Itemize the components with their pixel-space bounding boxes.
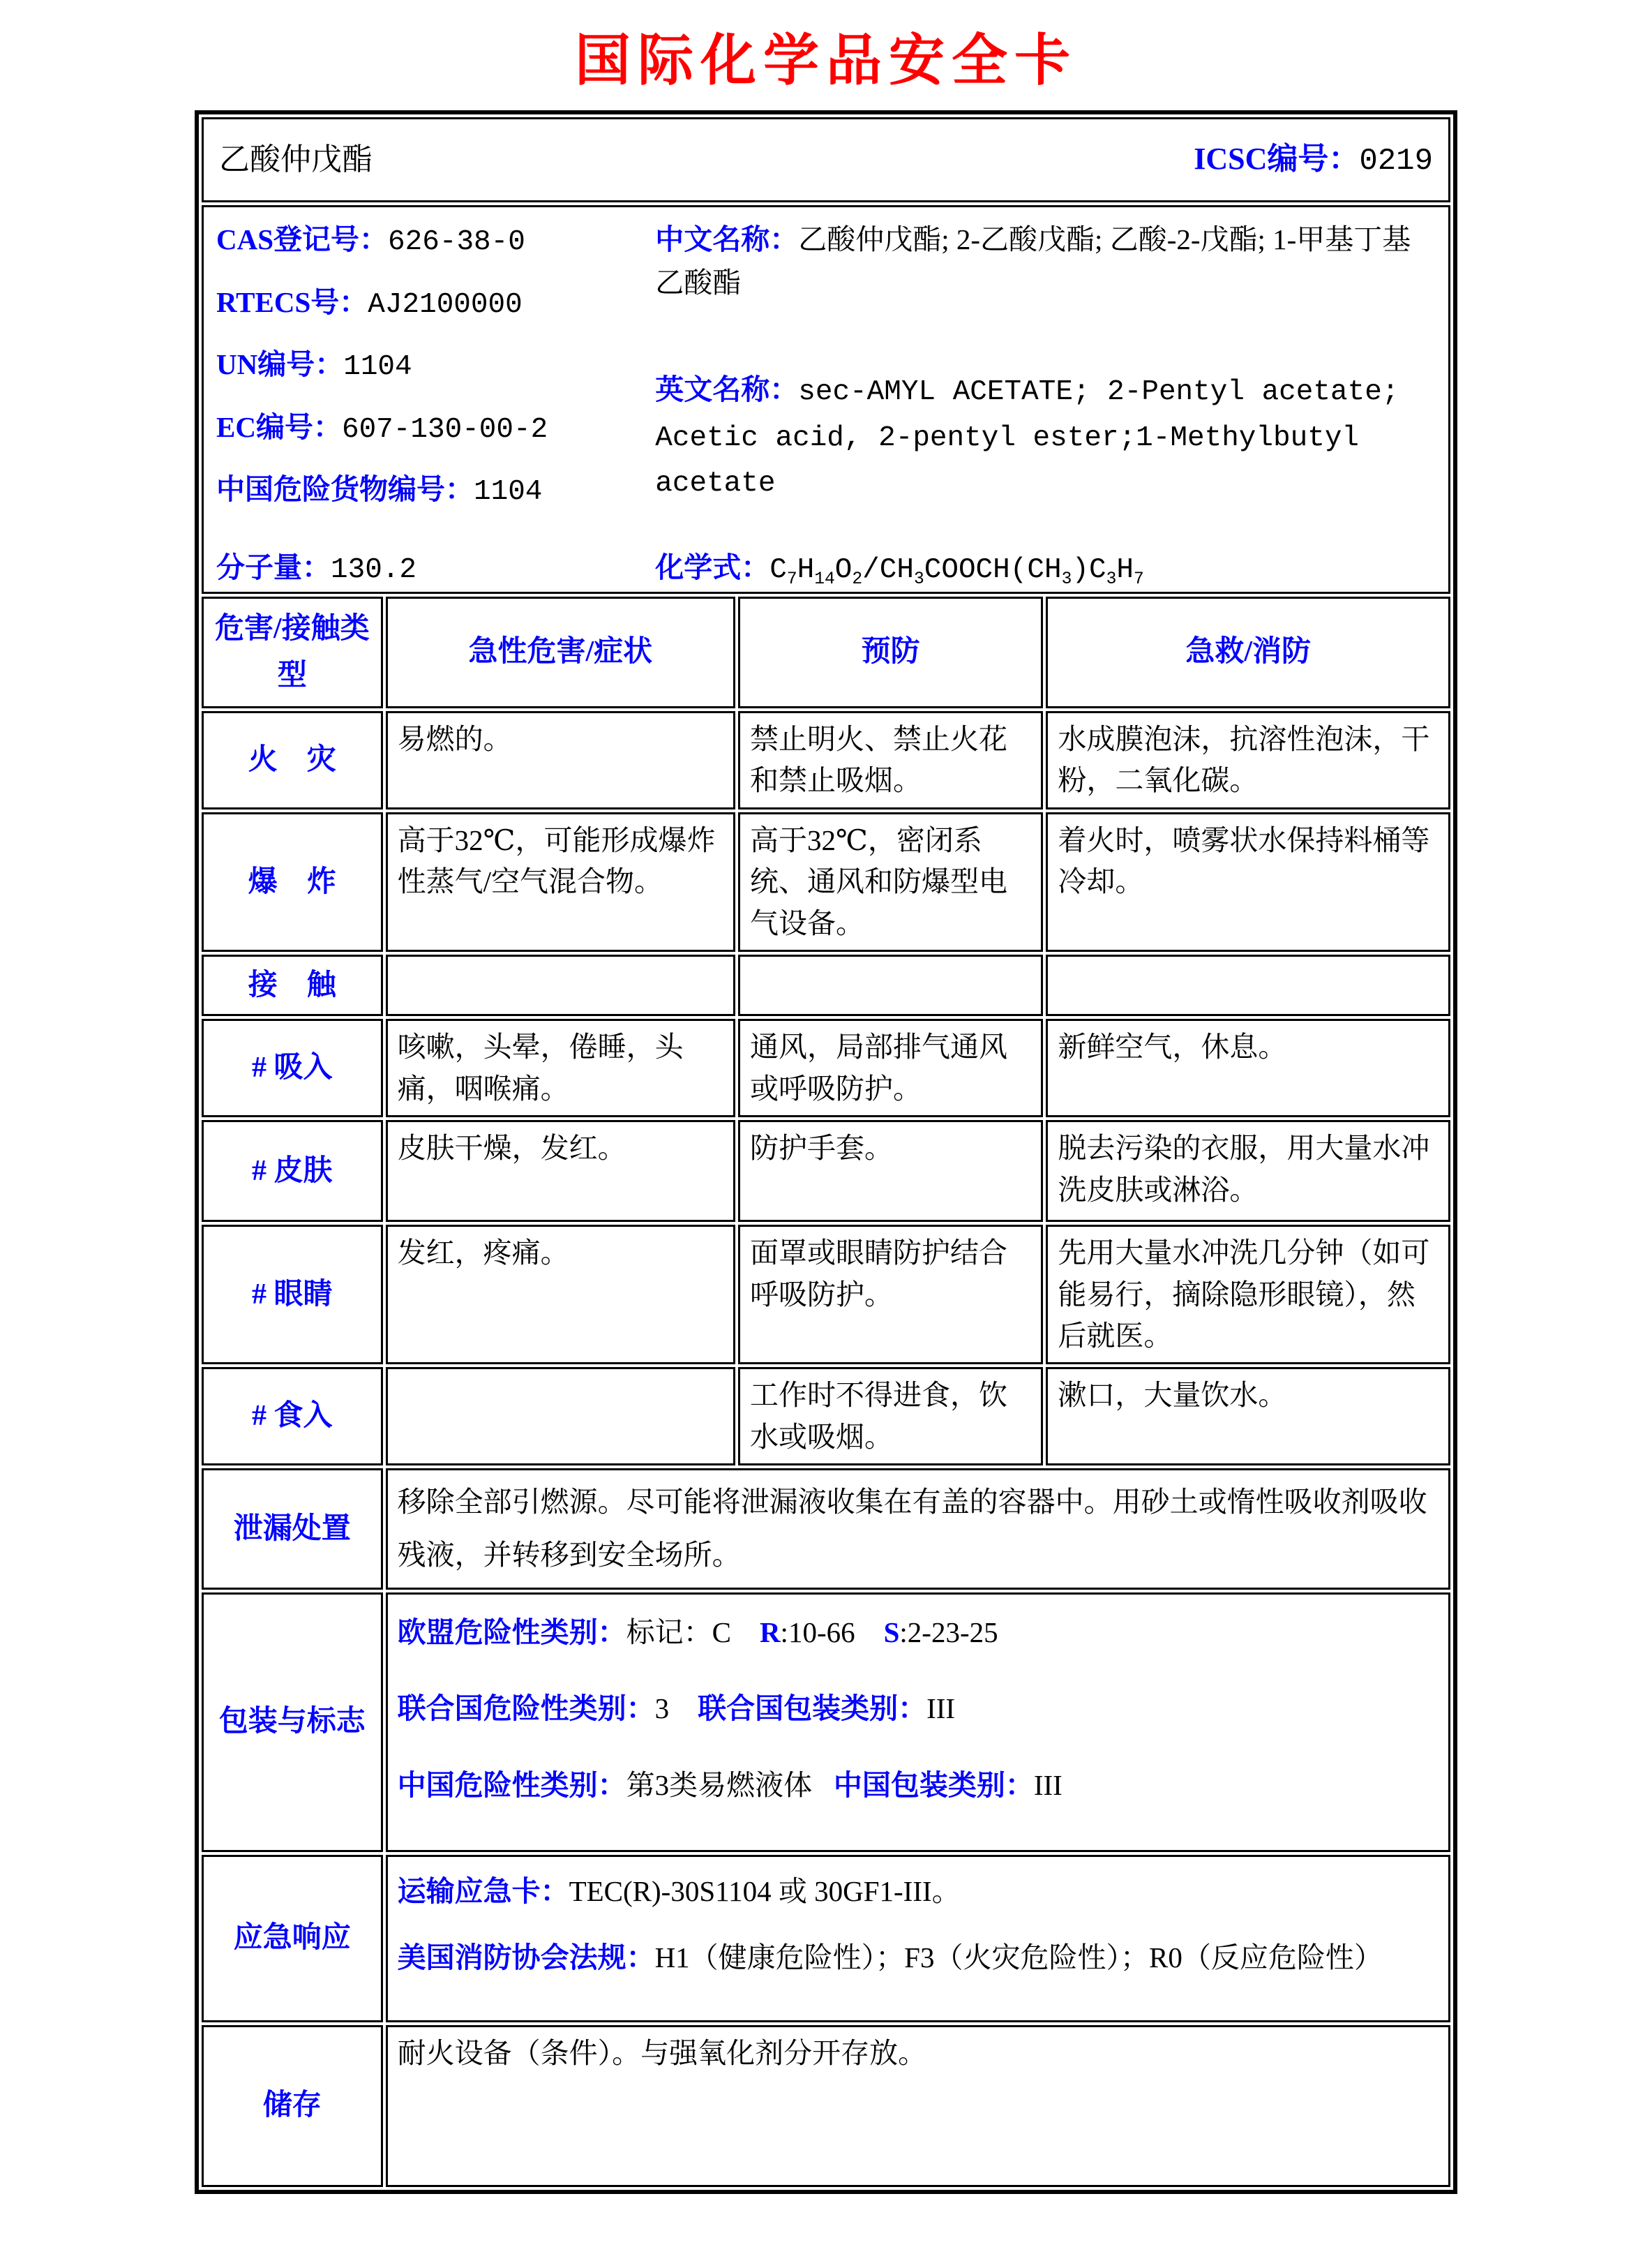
hazard-row-skin [202,1120,1450,1222]
storage-text-cell: 耐火设备（条件）。与强氧化剂分开存放。 [386,2025,1450,2187]
symptoms-cell [386,1367,735,1465]
response-cell [1046,955,1450,1016]
emergency-line-transport: 运输应急卡：TEC(R)-30S1104 或 30GF1-III。 [397,1874,961,1907]
spill-row [202,1468,1450,1590]
symptoms-cell [386,955,735,1016]
molecular-weight-label: 分子量： [216,551,331,583]
icsc-number-value: 0219 [1359,143,1433,179]
hazard-header-row [202,597,1450,708]
spill-text-cell: 移除全部引燃源。尽可能将泄漏液收集在有盖的容器中。用砂土或惰性吸收剂吸收残液，并转移到安全场所。 [386,1468,1450,1590]
header-prevention: 预防 [738,597,1043,708]
prevention-cell: 面罩或眼睛防护结合呼吸防护。 [738,1225,1043,1364]
hazard-row-contact [202,955,1450,1016]
emergency-label-cell: 应急响应 [202,1855,383,2022]
prevention-cell: 通风，局部排气通风或呼吸防护。 [738,1019,1043,1117]
header-hazard-type: 危害/接触类型 [202,597,383,708]
name-block [655,218,1436,531]
icsc-number-label: ICSC编号： [1194,141,1360,176]
response-cell: 新鲜空气，休息。 [1046,1019,1450,1117]
packaging-line-china: 中国危险性类别：第3类易燃液体 中国包装类别：III [397,1768,1062,1801]
chemical-formula-value: $C_7H_{14}O_2/CH_3COOCH(CH_3)C_3H_7$ [769,553,1144,589]
cas-label: CAS登记号： [216,223,389,255]
spill-label-cell: 泄漏处置 [202,1468,383,1590]
symptoms-cell: 高于32℃，可能形成爆炸性蒸气/空气混合物。 [386,812,735,952]
hazard-type-cell: # 食入 [202,1367,383,1465]
page-title: 国际化学品安全卡 [575,31,1077,92]
icsc-card-table [195,110,1457,2194]
china-dg-value: 1104 [474,476,543,508]
hazard-type-cell: 接 触 [202,955,383,1016]
prevention-cell [738,955,1043,1016]
hazard-row-explosion [202,812,1450,952]
molecular-weight [216,546,655,592]
identifier-ec [216,406,641,452]
response-cell: 着火时，喷雾状水保持料桶等冷却。 [1046,812,1450,952]
card-header-row [202,117,1450,202]
hazard-row-ingestion [202,1367,1450,1465]
hazard-row-inhalation [202,1019,1450,1117]
hazard-row-eyes [202,1225,1450,1364]
un-value: 1104 [343,351,412,383]
emergency-row [202,1855,1450,2022]
hazard-type-cell: 火 灾 [202,711,383,809]
chemical-formula [655,546,1436,592]
english-names-label: 英文名称： [655,373,799,405]
prevention-cell: 高于32℃，密闭系统、通风和防爆型电气设备。 [738,812,1043,952]
response-cell: 漱口，大量饮水。 [1046,1367,1450,1465]
rtecs-value: AJ2100000 [368,288,523,321]
storage-row [202,2025,1450,2187]
symptoms-cell: 皮肤干燥，发红。 [386,1120,735,1222]
icsc-number-group [1194,136,1433,184]
prevention-cell: 禁止明火、禁止火花和禁止吸烟。 [738,711,1043,809]
rtecs-label: RTECS号： [216,285,368,318]
identifier-china-dg [216,468,641,514]
hazard-type-cell: 爆 炸 [202,812,383,952]
packaging-label-cell: 包装与标志 [202,1592,383,1852]
packaging-content-cell [386,1592,1450,1852]
hazard-type-cell: # 眼睛 [202,1225,383,1364]
ec-value: 607-130-00-2 [341,413,548,446]
response-cell: 水成膜泡沫，抗溶性泡沫，干粉，二氧化碳。 [1046,711,1450,809]
hazard-type-cell: # 吸入 [202,1019,383,1117]
symptoms-cell: 易燃的。 [386,711,735,809]
english-names-value: sec-AMYL ACETATE; 2-Pentyl acetate; Acetic acid, 2-pentyl ester;1-Methylbutyl acetate [655,376,1399,500]
response-cell: 先用大量水冲洗几分钟（如可能易行，摘除隐形眼镜），然后就医。 [1046,1225,1450,1364]
symptoms-cell: 咳嗽，头晕，倦睡，头痛，咽喉痛。 [386,1019,735,1117]
hazard-type-cell: # 皮肤 [202,1120,383,1222]
card-header-cell [202,117,1450,202]
identifier-rtecs [216,281,641,327]
substance-info-row [202,205,1450,594]
chinese-names-label: 中文名称： [655,223,799,255]
emergency-line-nfpa: 美国消防协会法规：H1（健康危险性）；F3（火灾危险性）；R0（反应危险性） [397,1941,1383,1974]
china-dg-label: 中国危险货物编号： [216,473,474,505]
chinese-names-value: 乙酸仲戊酯; 2-乙酸戊酯; 乙酸-2-戊酯; 1-甲基丁基乙酸酯 [655,223,1411,299]
packaging-line-eu: 欧盟危险性类别：标记：C R:10-66 S:2-23-25 [397,1615,998,1648]
identifier-cas [216,218,641,264]
identifier-un [216,343,641,389]
response-cell: 脱去污染的衣服，用大量水冲洗皮肤或淋浴。 [1046,1120,1450,1222]
chemical-name: 乙酸仲戊酯 [219,142,373,177]
header-first-aid: 急救/消防 [1046,597,1450,708]
substance-info-cell [202,205,1450,594]
hazard-row-fire [202,711,1450,809]
cas-value: 626-38-0 [388,226,525,258]
packaging-row [202,1592,1450,1852]
identifier-list [216,218,655,531]
storage-label-cell: 储存 [202,2025,383,2187]
chemical-formula-label: 化学式： [655,551,770,583]
un-label: UN编号： [216,348,344,380]
symptoms-cell: 发红，疼痛。 [386,1225,735,1364]
ec-label: EC编号： [216,410,342,443]
emergency-content-cell [386,1855,1450,2022]
english-names [655,368,1436,506]
packaging-line-un: 联合国危险性类别：3 联合国包装类别：III [397,1692,956,1725]
prevention-cell: 防护手套。 [738,1120,1043,1222]
header-symptoms: 急性危害/症状 [386,597,735,708]
chinese-names [655,218,1436,304]
molecular-weight-value: 130.2 [331,553,417,586]
prevention-cell: 工作时不得进食，饮水或吸烟。 [738,1367,1043,1465]
